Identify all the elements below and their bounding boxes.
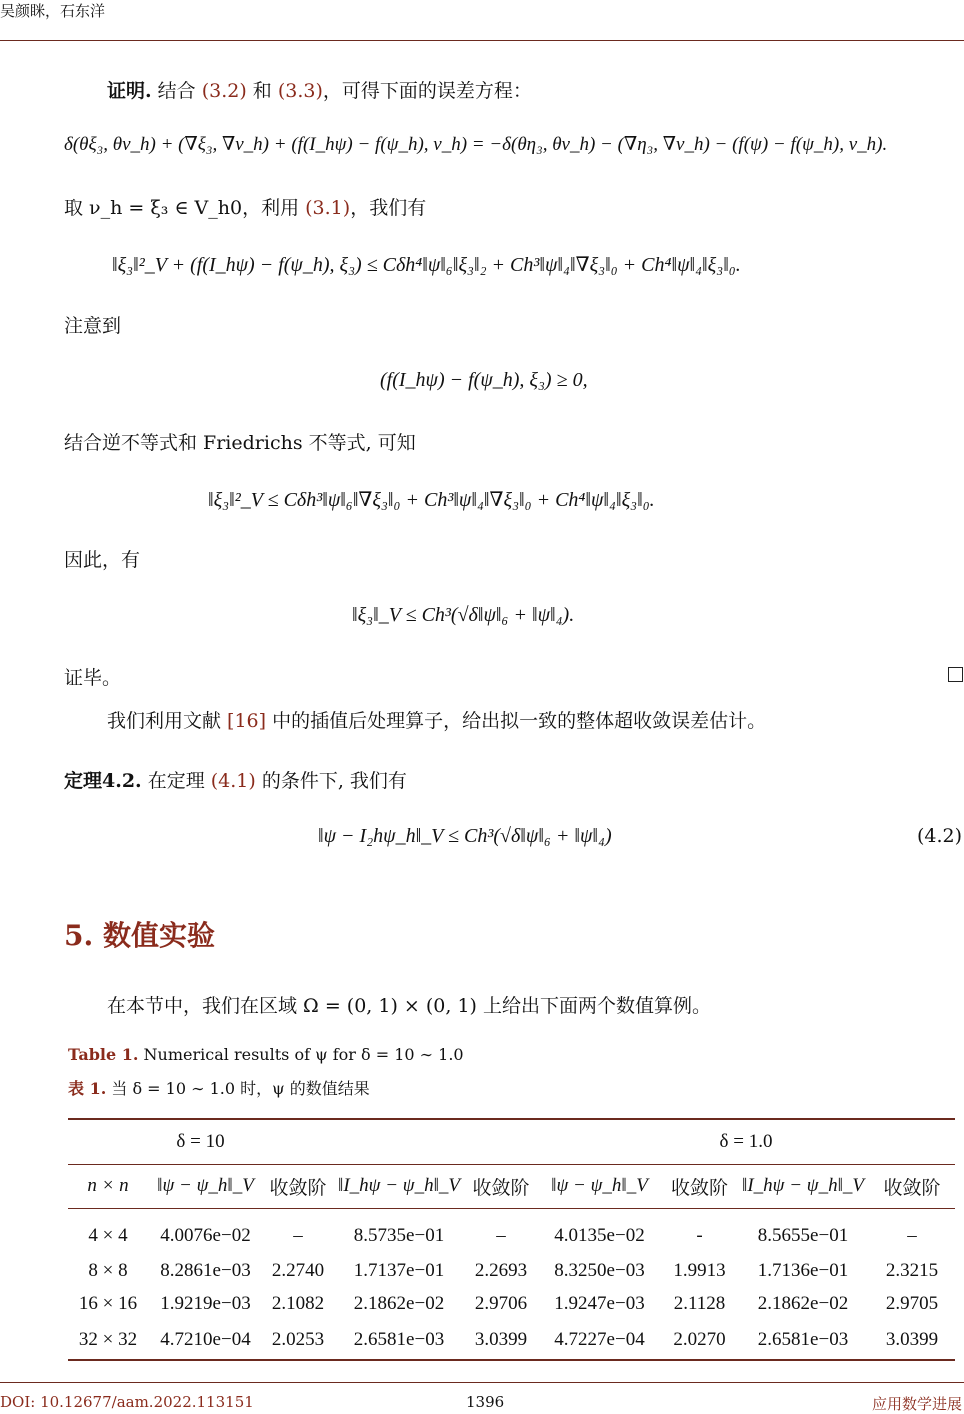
equation-estimate: ‖ξ₃‖²_V + (f(I_hψ) − f(ψ_h), ξ₃) ≤ Cδh⁴‖ψ‖₆‖ξ₃‖₂ + Ch³‖ψ‖₄‖∇ξ₃‖₀ + Ch⁴‖ψ‖₄‖ξ₃‖₀. [112, 254, 741, 276]
column-header: 收敛阶 [670, 1177, 728, 1199]
table-cell: 2.6581e−03 [353, 1328, 445, 1350]
citation-16[interactable]: [16] [227, 710, 267, 732]
table-cell: 1.9247e−03 [554, 1292, 645, 1314]
caption-en [68, 1045, 464, 1064]
paragraph-postprocess [107, 706, 766, 733]
table-cell: 2.3215 [885, 1259, 939, 1281]
group-delta-10: δ = 10 [176, 1130, 225, 1152]
proof-intro [107, 76, 532, 103]
table-cell: 2.1082 [271, 1292, 325, 1314]
table-cell: 1.9219e−03 [160, 1292, 251, 1314]
equation-number: (4.2) [916, 825, 962, 847]
table-cell: 8.2861e−03 [160, 1259, 251, 1281]
table-cell: 1.7136e−01 [757, 1259, 849, 1281]
table-cell: 4.0135e−02 [554, 1225, 645, 1247]
footer-rule [0, 1382, 964, 1383]
equation-inverse: ‖ξ₃‖²_V ≤ Cδh³‖ψ‖₆‖∇ξ₃‖₀ + Ch³‖ψ‖₄‖∇ξ₃‖₀ + Ch⁴‖ψ‖₄‖ξ₃‖₀. [208, 489, 655, 511]
column-header: 收敛阶 [883, 1177, 941, 1199]
section-title: 5. 数值实验 [64, 919, 215, 952]
para1-post: 中的插值后处理算子，给出拟一致的整体超收敛误差估计。 [266, 710, 767, 732]
equation-error: δ(θξ₃, θν_h) + (∇ξ₃, ∇ν_h) + (f(I_hψ) − f(ψ_h), ν_h) = −δ(θη₃, θν_h) − (∇η₃, ∇ν_h) − (f(ψ) − f(ψ_h), ν_h). [64, 134, 888, 155]
caption-en-text: Numerical results of ψ for δ = 10 ∼ 1.0 [138, 1045, 464, 1064]
proof-take-line [64, 193, 426, 220]
table-row [68, 1208, 955, 1254]
equation-result: ‖ξ₃‖_V ≤ Ch³(√δ‖ψ‖₆ + ‖ψ‖₄). [352, 604, 575, 626]
column-header: ‖I_hψ − ψ_h‖_V [741, 1175, 865, 1196]
table-cell: 4.7227e−04 [554, 1328, 645, 1350]
table-cell: 3.0399 [885, 1328, 939, 1350]
caption-zh [68, 1076, 370, 1099]
table-row [68, 1254, 955, 1287]
caption-en-label: Table 1. [68, 1045, 139, 1064]
column-header: ‖ψ − ψ_h‖_V [551, 1175, 648, 1196]
table-cell: 2.9706 [474, 1292, 528, 1314]
theorem-4-2 [64, 766, 407, 793]
table-cell: - [696, 1225, 703, 1247]
table-cell: 16 × 16 [78, 1292, 138, 1314]
table-cell: 2.2693 [474, 1259, 528, 1281]
column-header: n × n [87, 1175, 129, 1196]
page-number: 1396 [466, 1393, 505, 1411]
theorem-label: 定理4.2. [64, 770, 142, 792]
equation-monotone: (f(I_hψ) − f(ψ_h), ξ₃) ≥ 0, [380, 369, 588, 391]
table-cell: 4.0076e−02 [160, 1225, 251, 1247]
proof-thus: 因此，有 [64, 549, 141, 571]
proof-combine: 结合逆不等式和 Friedrichs 不等式, 可知 [64, 432, 416, 454]
table-cell: 1.7137e−01 [353, 1259, 445, 1281]
table-row [68, 1287, 955, 1320]
table-cell: 4 × 4 [88, 1225, 128, 1247]
table-cell: 2.2740 [271, 1259, 325, 1281]
theorem-pre: 在定理 [141, 770, 211, 792]
equation-4-2: ‖ψ − I₂hψ_h‖_V ≤ Ch³(√δ‖ψ‖₆ + ‖ψ‖₄) [318, 825, 612, 847]
group-delta-1: δ = 1.0 [719, 1130, 773, 1152]
header-rule [0, 40, 964, 41]
table-cell: – [907, 1225, 917, 1247]
qed-square-icon [948, 667, 963, 682]
table-cell: 2.1862e−02 [353, 1292, 445, 1314]
proof-end: 证毕。 [64, 667, 122, 689]
results-table [68, 1118, 955, 1361]
theorem-ref-4-1[interactable]: (4.1) [210, 770, 256, 792]
column-header: ‖I_hψ − ψ_h‖_V [337, 1175, 461, 1196]
proof-intro-mid: 和 [246, 80, 278, 102]
table-cell: – [496, 1225, 506, 1247]
column-header: ‖ψ − ψ_h‖_V [157, 1175, 254, 1196]
table-cell: 2.9705 [885, 1292, 939, 1314]
running-header-authors: 吴颜眯，石东洋 [0, 2, 106, 20]
eq-ref-3-2[interactable]: (3.2) [201, 80, 247, 102]
table-body [68, 1208, 955, 1360]
table-cell: 32 × 32 [78, 1328, 138, 1350]
table-cell: 8 × 8 [88, 1259, 128, 1281]
table-cell: – [293, 1225, 303, 1247]
proof-intro-post: ，可得下面的误差方程： [322, 80, 532, 102]
table-cell: 2.6581e−03 [757, 1328, 849, 1350]
table-group-header [68, 1119, 955, 1164]
table-cell: 1.9913 [673, 1259, 726, 1281]
table-cell: 2.0253 [271, 1328, 325, 1350]
table-header-row [68, 1164, 955, 1208]
table-cell: 8.3250e−03 [554, 1259, 645, 1281]
column-header: 收敛阶 [269, 1177, 327, 1199]
para1-pre: 我们利用文献 [107, 710, 228, 732]
table-cell: 4.7210e−04 [160, 1328, 251, 1350]
proof-note: 注意到 [64, 315, 122, 337]
proof-take-pre: 取 ν_h = ξ₃ ∈ V_h0，利用 [64, 197, 306, 219]
proof-label: 证明. [107, 80, 152, 102]
footer-doi[interactable]: DOI: 10.12677/aam.2022.113151 [0, 1393, 254, 1411]
journal-name: 应用数学进展 [871, 1395, 962, 1413]
caption-zh-text: 当 δ = 10 ∼ 1.0 时，ψ 的数值结果 [106, 1079, 370, 1098]
table-cell: 2.0270 [673, 1328, 726, 1350]
table-cell: 8.5655e−01 [757, 1225, 849, 1247]
table-cell: 3.0399 [474, 1328, 528, 1350]
table-cell: 2.1128 [673, 1292, 726, 1314]
table-row [68, 1320, 955, 1360]
paragraph-numerical: 在本节中，我们在区域 Ω = (0, 1) × (0, 1) 上给出下面两个数值算例。 [107, 995, 711, 1017]
column-header: 收敛阶 [472, 1177, 530, 1199]
caption-zh-label: 表 1. [68, 1079, 107, 1098]
eq-ref-3-1[interactable]: (3.1) [305, 197, 351, 219]
theorem-post: 的条件下, 我们有 [255, 770, 407, 792]
proof-take-post: ，我们有 [350, 197, 427, 219]
proof-intro-pre: 结合 [157, 80, 202, 102]
table-cell: 2.1862e−02 [757, 1292, 849, 1314]
eq-ref-3-3[interactable]: (3.3) [277, 80, 323, 102]
table-cell: 8.5735e−01 [353, 1225, 445, 1247]
